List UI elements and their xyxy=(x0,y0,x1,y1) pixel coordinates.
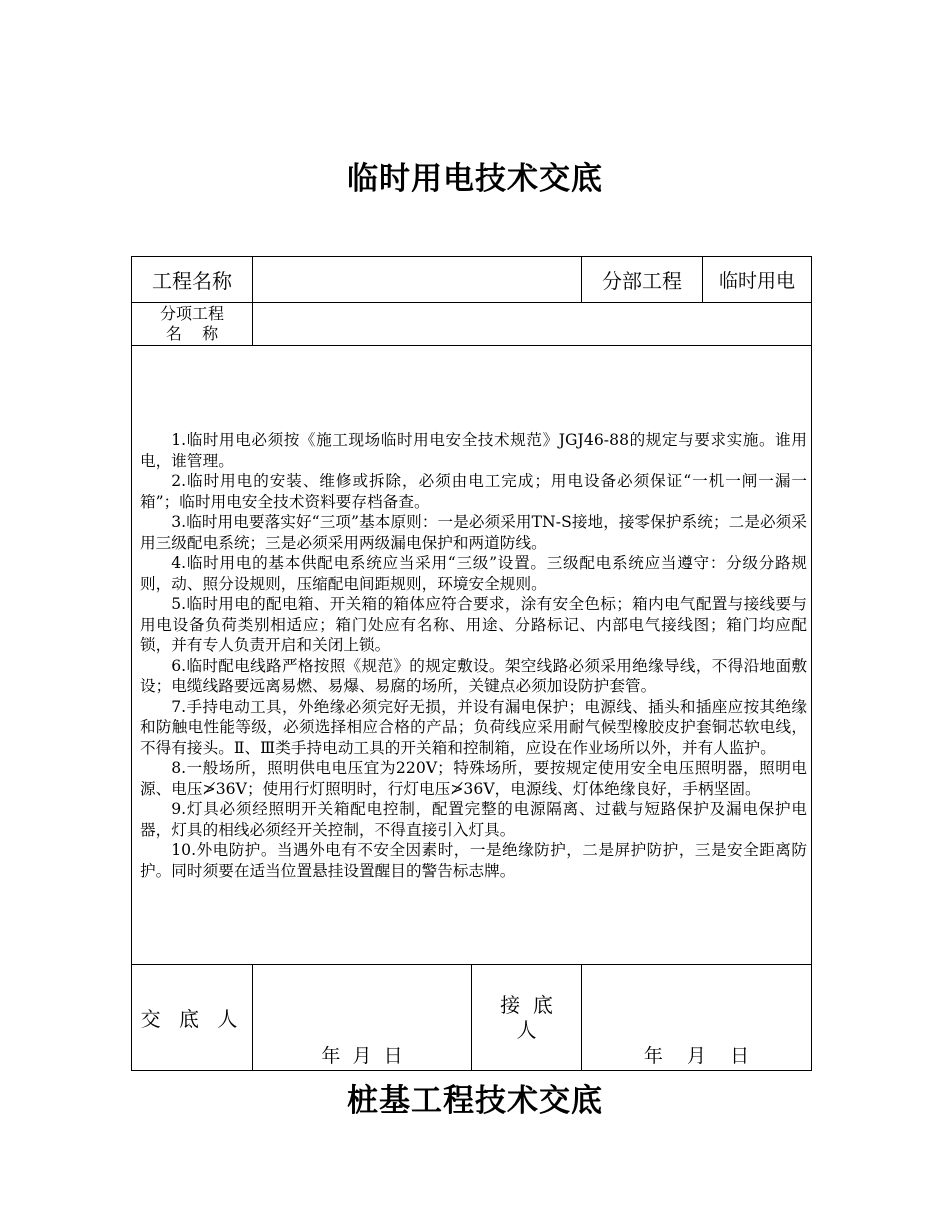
project-name-value[interactable] xyxy=(253,257,582,303)
next-section-title: 桩基工程技术交底 xyxy=(347,1083,603,1119)
subitem-value[interactable] xyxy=(253,303,812,346)
receiver-label xyxy=(472,965,582,1071)
division-value[interactable]: 临时用电 xyxy=(703,257,812,303)
giver-date: 年 月 日 xyxy=(321,1045,403,1067)
subitem-label-line2: 名 称 xyxy=(165,324,219,343)
content-paragraph: 9.灯具必须经照明开关箱配电控制，配置完整的电源隔离、过截与短路保护及漏电保护电器，灯具的相线必须经开关控制，不得直接引入灯具。 xyxy=(140,800,808,839)
content-paragraph: 4.临时用电的基本供配电系统应当采用“三级”设置。三级配电系统应当遵守：分级分路规则，动、照分设规则，压缩配电间距规则，环境安全规则。 xyxy=(140,554,808,593)
disclosure-table xyxy=(131,256,812,1071)
division-label: 分部工程 xyxy=(582,257,703,303)
receiver-label-line2: 人 xyxy=(516,1017,537,1042)
content-paragraph: 6.临时配电线路严格按照《规范》的规定敷设。架空线路必须采用绝缘导线，不得沿地面敷设；电缆线路要远离易燃、易爆、易腐的场所，关键点必须加设防护套管。 xyxy=(140,656,808,695)
content-paragraph: 3.临时用电要落实好“三项”基本原则：一是必须采用TN-S接地，接零保护系统；二是必须采用三级配电系统；三是必须采用两级漏电保护和两道防线。 xyxy=(140,513,808,552)
content-paragraph: 7.手持电动工具，外绝缘必须完好无损，并设有漏电保护；电源线、插头和插座应按其绝缘和防触电性能等级，必须选择相应合格的产品；负荷线应采用耐气候型橡胶皮护套铜芯软电线，不得有接头。Ⅱ、Ⅲ类手持电动工具的开关箱和控制箱，应设在作业场所以外，并有人监护。 xyxy=(140,697,808,757)
disclosure-content xyxy=(132,346,812,965)
document-title: 临时用电技术交底 xyxy=(347,161,603,197)
content-paragraph: 5.临时用电的配电箱、开关箱的箱体应符合要求，涂有安全色标；箱内电气配置与接线要与用电设备负荷类别相适应；箱门处应有名称、用途、分路标记、内部电气接线图；箱门均应配锁，并有专人负责开启和关闭上锁。 xyxy=(140,595,808,654)
receiver-label-line1: 接 底 xyxy=(500,992,553,1017)
content-paragraph: 2.临时用电的安装、维修或拆除，必须由电工完成；用电设备必须保证“一机一闸一漏一箱”；临时用电安全技术资料要存档备查。 xyxy=(140,472,808,511)
receiver-signature-cell[interactable] xyxy=(582,965,812,1071)
content-paragraph: 8.一般场所，照明供电电压宜为220V；特殊场所，要按规定使用安全电压照明器，照明电源、电压≯36V；使用行灯照明时，行灯电压≯36V，电源线、灯体绝缘良好，手柄坚固。 xyxy=(140,759,808,798)
receiver-date: 年 月 日 xyxy=(643,1045,750,1067)
content-paragraph: 10.外电防护。当遇外电有不安全因素时，一是绝缘防护，二是屏护防护，三是安全距离防护。同时须要在适当位置悬挂设置醒目的警告标志牌。 xyxy=(140,841,808,880)
subitem-label-line1: 分项工程 xyxy=(159,304,224,323)
giver-label: 交 底 人 xyxy=(132,965,253,1071)
subitem-label xyxy=(132,303,253,346)
project-name-label: 工程名称 xyxy=(132,257,253,303)
content-paragraph: 1.临时用电必须按《施工现场临时用电安全技术规范》JGJ46-88的规定与要求实施。谁用电，谁管理。 xyxy=(140,431,808,470)
giver-signature-cell[interactable] xyxy=(253,965,472,1071)
